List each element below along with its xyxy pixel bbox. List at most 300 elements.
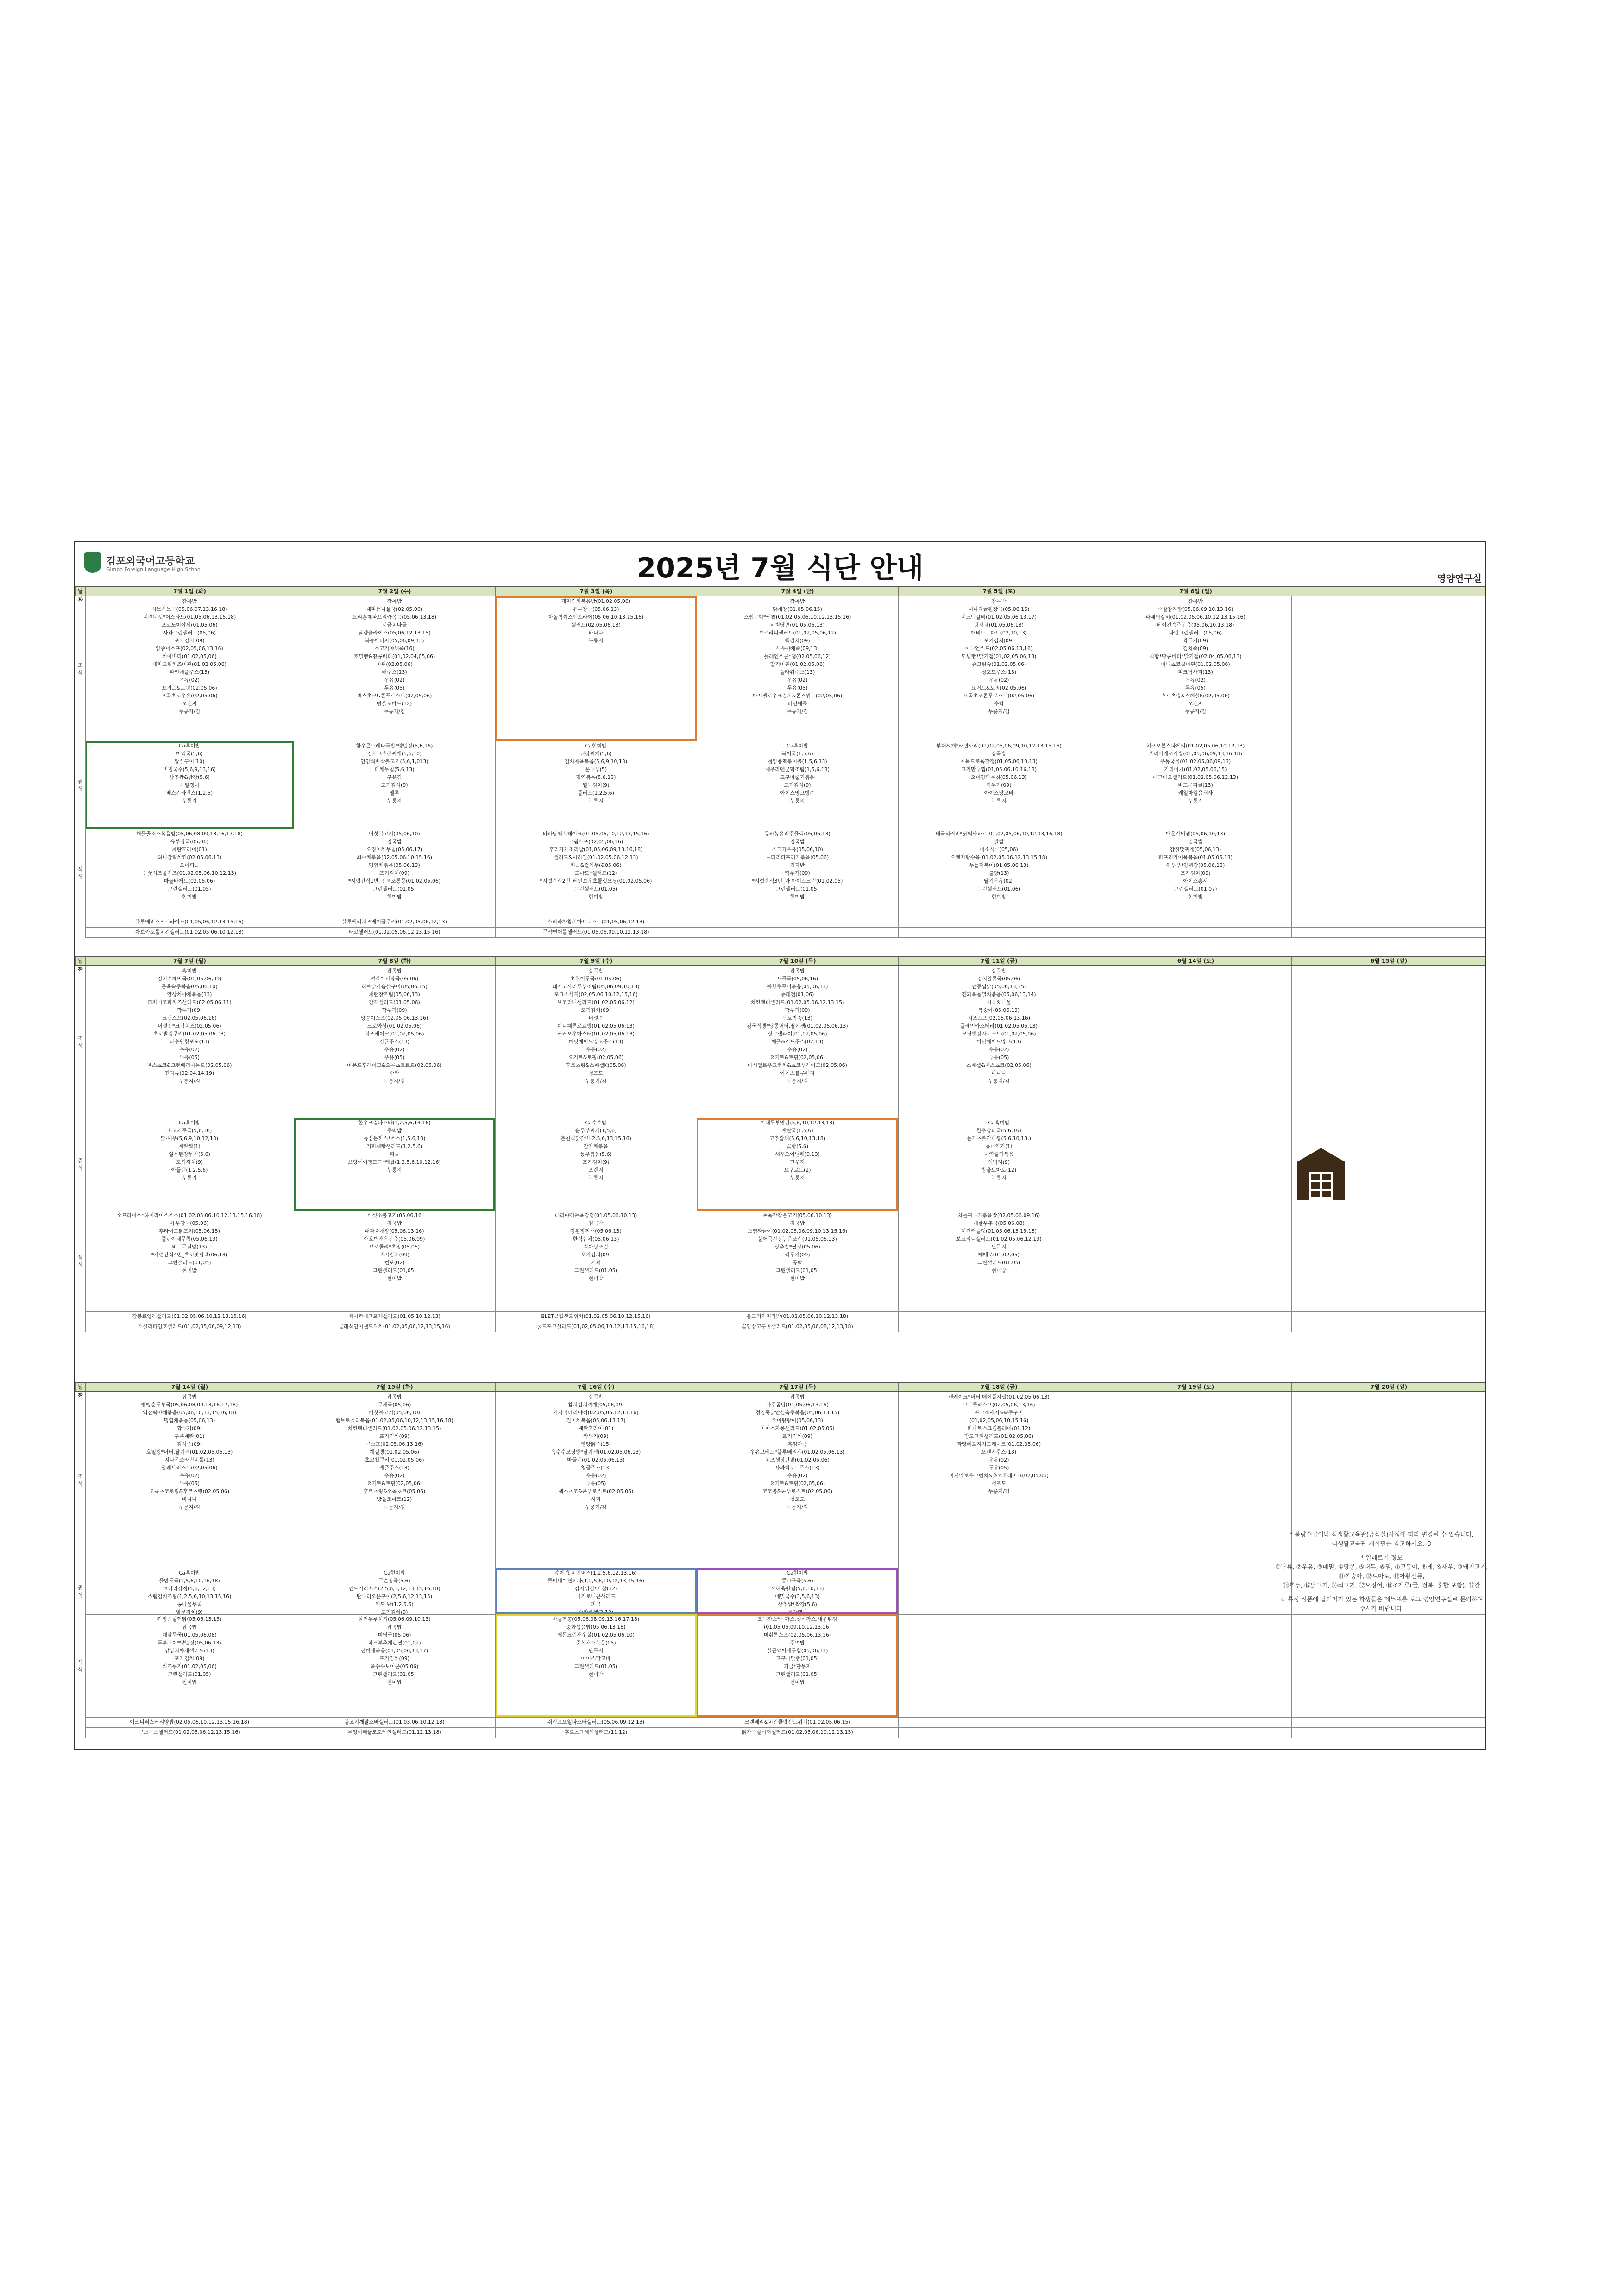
menu-item: 우유(02) [585,1473,606,1479]
menu-item: 콘스프(02,05,06,13,16) [365,1441,423,1447]
menu-item: 어니언스프(02,05,06,13,16) [965,646,1033,652]
menu-item: 치킨텐더샐러드(01,02,05,06,12,13,15) [347,1425,441,1431]
menu-item: 오이양파무침(05,06,13) [970,774,1027,780]
menu-cell [85,829,294,917]
menu-cell [294,1568,495,1614]
menu-item: 버섯잔*크림치즈(02,05,06) [157,1023,221,1029]
menu-item: 인도커리소스(2,5,6,1,12,13,15,16,18) [348,1586,440,1592]
menu-item: *시럽간식1번_진녀조롱뭉(01,02,05,06) [348,878,441,884]
menu-item: 호밀빵*버터,딸기잼(01,02,05,06,13) [146,1449,233,1455]
menu-item: 비빔국수(5,6,9,13,16) [163,766,216,772]
salad-cell [85,1717,294,1727]
menu-sheet [74,541,1486,1750]
menu-item: 차돌짜두기볶음밥(02,05,06,09,16) [957,1212,1040,1218]
menu-item: 누룽지/김 [988,1488,1010,1494]
menu-item: 잡곡밥 [991,751,1007,757]
menu-item: 복숭아피자(05,06,09,13) [365,638,424,644]
menu-item: 모닝빵감자토스트(01,02,05,06) [962,1031,1036,1037]
menu-item: 시나몬쏘라빈치롤(13) [164,1457,214,1463]
menu-item: 차돌짬뽕(05,06,08,09,13,16,17,18) [552,1616,640,1622]
salad-item: 푸실리파임호샐러드(01,02,05,06,09,12,13) [138,1324,241,1330]
menu-item: 케일마일음채사 [1178,790,1213,796]
menu-cell [697,596,898,741]
menu-item: 미역국(05,06) [377,1632,411,1638]
menu-item: 버섯소불고기(05,06,16 [367,1212,422,1218]
menu-item: 포기김치(09) [174,1656,205,1662]
menu-item: 누룽지/김 [178,1504,201,1510]
salad-cell [898,1717,1100,1727]
menu-item: 현미밥 [588,1275,604,1281]
menu-item: 흑임자죽 [787,1441,807,1447]
salad-cell [294,1717,495,1727]
menu-item: 버섯불고기(05,06,10) [369,831,420,837]
menu-item: 누룽지/김 [786,1078,808,1084]
menu-item: 콜비네이션피자(1,2,5,6,10,12,13,15,16) [547,1578,644,1584]
menu-item: 게살부추국(05,06,08) [973,1220,1025,1226]
menu-item: 마늘바게트(02,05,06) [164,878,215,884]
menu-item: 가라아게(01,02,05,06,15) [1164,766,1227,772]
menu-item: 김치제육볶음(5,6,9,10,13) [564,759,628,765]
column-divider [495,1392,496,1738]
menu-cell [294,1118,495,1211]
menu-item: 피클*단무지 [784,1663,811,1669]
menu-item: 된장찌개(5,6) [580,751,612,757]
menu-item: 공락 [792,1260,803,1266]
menu-cell [697,1211,898,1311]
menu-item: 무말랭이 [179,782,200,788]
menu-item: 느타리파프리카볶음(05,06) [766,854,829,860]
menu-item: 애플&거트주스(02,13) [771,1039,824,1045]
menu-item: 누룽지/김 [786,709,808,715]
menu-item: 상그램파이(01,02,05,06) [767,1031,827,1037]
column-divider [85,1392,86,1738]
meal-label: 조식 [75,966,85,1118]
menu-item: 누룽지/김 [384,709,405,715]
menu-item: 양상치야채샐러드(13) [164,1648,214,1654]
menu-item: 파인애플 [787,701,807,707]
menu-item: 바나나 [588,630,604,636]
menu-item: 딸기우유(02) [983,878,1014,884]
menu-item: 온두부(5) [585,766,607,772]
menu-item: 유부장국(05,06,13) [572,606,619,612]
menu-cell [495,1614,697,1717]
menu-cell [697,1568,898,1614]
menu-item: 돈가츠볼갈비찜(5,6,10,13,) [967,1135,1031,1142]
menu-item: 피클 [591,1601,601,1607]
salad-cell [898,917,1100,927]
menu-item: 매운갈비찜(05,06,10,13) [1165,831,1226,837]
menu-item: 누룽지 [387,798,402,804]
salad-item: 쿠스쿠스샐러드(01,02,05,06,12,13,15,16) [138,1729,240,1735]
menu-item: 깍두기(09) [1183,638,1208,644]
menu-item: 우유(02) [787,1047,808,1053]
menu-item: 누룽지/김 [384,1078,405,1084]
menu-cell [1291,1614,1486,1717]
menu-cell [1100,1118,1291,1211]
meal-label: 조식 [75,596,85,741]
salad-cell [495,1322,697,1332]
salad-cell [85,1311,294,1322]
menu-item: 오렌지 [1188,701,1203,707]
menu-item: 김치수제비국(01,05,06,09) [157,976,222,982]
menu-item: 크림스프(02,05,06,16) [568,839,623,845]
menu-item: 브로콜리스프(02,05,06,13,16) [962,1402,1035,1408]
salad-cell [1100,1311,1291,1322]
menu-cell [1100,966,1291,1118]
menu-item: 대파돈나물국(02,05,06) [366,606,423,612]
menu-item: 부대찌개*라면사리(01,02,05,06,09,10,12,13,15,16) [936,743,1062,749]
menu-item: 스페셜&첵스초코(02,05,06) [966,1062,1032,1068]
menu-item: 마시멜로우크런치&초코푸레이크(02,05,06) [748,1062,847,1068]
salad-cell [1100,927,1291,937]
menu-item: 진미채볶음(05,06,13,17) [566,1418,626,1424]
menu-cell [1100,829,1291,917]
menu-item: 두유(05) [988,1465,1009,1471]
menu-item: 계란후라이(01) [172,847,207,853]
menu-item: 청글주스(13) [580,1465,611,1471]
menu-item: 김치고추장찌개(5,6,10) [367,751,422,757]
salad-cell [1291,1322,1486,1332]
meal-label: 중식 [75,1568,85,1614]
menu-item: 버섯죽 [588,1015,604,1021]
menu-item: 애비드토마토(02,10,13) [970,630,1027,636]
menu-item: 코코볼&콘푸로스트(02,05,06) [762,1488,833,1494]
menu-item: 잡곡밥 [387,598,402,604]
column-label: 날짜 [75,1383,85,1391]
day-header: 7월 6일 (일) [1100,587,1291,596]
menu-item: 오렌지주스(13) [981,1449,1017,1455]
salad-cell [85,1322,294,1332]
menu-item: 김국밥 [790,839,805,845]
menu-item: 시금치나물 [382,622,407,628]
menu-item: 청포도주스(13) [981,669,1017,675]
menu-item: 잡곡밥 [790,598,805,604]
salad-item: 쉬림프오일파스타샐러드(05,06,09,12,13) [547,1719,645,1725]
menu-item: 불어묵간장볶음조림(01,05,06,13) [758,1236,837,1242]
menu-item: 타파탕떡스테이크(01,05,06,10,12,13,15,16) [542,831,649,837]
meal-label: 석식 [75,1211,85,1311]
menu-item: 방울토마토(12) [377,701,412,707]
menu-item: 깍두기(09) [176,1425,202,1431]
menu-item: 감귤주스(13) [379,1039,410,1045]
salad-item: 블루베리스위트라이스(01,05,06,12,13,15,16) [135,919,244,925]
day-header: 7월 2일 (수) [294,587,495,596]
menu-item: 강된장찌개(05,06,13) [570,1228,622,1234]
menu-item: 계절빵(01,02,05,06) [370,1449,419,1455]
menu-item: 그린샐러드(01,05) [574,886,618,892]
menu-item: 현미밥 [182,894,197,900]
menu-item: 백김치(09) [785,638,810,644]
menu-item: 갈아탕조림 [583,1244,609,1250]
menu-item: 파프리카어묵볶음(01,05,06,13) [1158,854,1233,860]
day-header: 7월 10일 (목) [697,957,898,965]
menu-item: 포크소세지&숙주구이 [975,1410,1023,1416]
menu-item: 누룽지/김 [585,1504,607,1510]
menu-item: 망고그린샐러드(01,02,05,06) [964,1433,1034,1439]
menu-item: 수제 핫치킨버거(1,2,5,6,12,13,16) [554,1570,637,1576]
menu-item: 사과빅토트주스(13) [775,1465,820,1471]
menu-item: 우유(02) [988,677,1009,683]
menu-item: 계란찜(1) [178,1143,201,1149]
menu-item: 배주스(13) [382,669,407,675]
menu-item: 포기김치(09) [174,638,205,644]
menu-item: 현미밥 [182,1679,197,1685]
menu-item: 그린샐러드(01,05) [168,1671,211,1677]
day-header: 7월 19일 (토) [1100,1383,1291,1391]
menu-cell [898,741,1100,829]
menu-item: 상추쌈*쌈장(05,06) [774,1244,820,1250]
menu-cell [697,829,898,917]
menu-item: 컨보(02) [384,1260,405,1266]
menu-item: 미니초코칩머핀(01,02,05,06) [1161,661,1230,667]
menu-item: 계란국(1,5,6) [781,1128,813,1134]
menu-item: 쌀밥 [994,839,1004,845]
menu-item: 초코칩쿠키(01,02,05,06) [365,1457,424,1463]
menu-item: 그린샐러드(01,05) [372,1671,416,1677]
menu-item: 구운계란(01) [174,1433,205,1439]
salad-item: 불고기와퍼라밥(01,02,05,06,10,12,13,18) [746,1313,849,1319]
menu-cell [495,1118,697,1211]
school-name: 김포외국어고등학교 [106,556,195,567]
menu-item: 치즈오븐스파게티(01,02,05,06,10,12,13) [1146,743,1245,749]
menu-item: 우유(02) [384,677,405,683]
menu-item: 요거트&토핑(02,05,06) [971,685,1027,691]
menu-item: 양송이스프(02,05,06,13,16) [156,646,223,652]
menu-item: 우유(02) [988,1457,1009,1463]
menu-item: 누룽지 [1188,798,1203,804]
menu-item: 옥수수모닝빵*딸기잼(01,02,05,06,13) [551,1449,641,1455]
menu-item: 방울토마토(12) [377,1496,412,1502]
menu-item: 진미채볶음(01,05,06,13,17) [360,1648,428,1654]
menu-item: 우유(02) [384,1473,405,1479]
menu-item: 포기김치(09) [1180,870,1211,876]
menu-item: 사과 [591,1496,601,1502]
school-name-en: Gimpo Foreign Language High School [106,566,202,572]
menu-item: 불량(13) [988,870,1009,876]
menu-item: 열무김치(9) [582,782,610,788]
menu-item: 후리가케조리밥(01,05,06,09,13,16,18) [549,847,643,853]
menu-item: 멜론 [389,790,400,796]
menu-item: 감칠맛찌개(05,06,13) [1170,847,1221,853]
menu-item: 가자미데리야끼(02,05,06,12,13,16) [553,1410,639,1416]
menu-item: 잡곡밥 [1188,598,1203,604]
menu-item: 두부구이*양념장(05,06,13) [157,1640,221,1646]
menu-item: 얼무된장무침(5,6) [169,1151,210,1157]
menu-item: 누룽지 [182,798,197,804]
menu-item: 예주라멘군덕조림(1,5,6,13) [765,766,830,772]
menu-item: 연두부*양념장(05,06,13) [1166,862,1225,868]
meal-label: 석식 [75,1614,85,1717]
column-label: 날짜 [75,957,85,965]
menu-item: 오렌지탕수육(01,02,05,06,12,13,15,18) [950,854,1047,860]
menu-item: 오곡초코로링&후르츠링(02,05,06) [149,1488,230,1494]
menu-item: 플레인스콘*잼(02,05,06,12) [764,653,831,659]
menu-item: 현미밥 [588,894,604,900]
menu-item: 오곡초코우유(02,05,06) [161,693,218,699]
menu-item: 야채두부맑탕(5,6,10,12,13,18) [760,1120,835,1126]
menu-item: 초원이두국(01,05,06) [570,976,622,982]
menu-item: Ca흑미밥 [988,1120,1010,1126]
salad-cell [697,1727,898,1738]
menu-cell [697,1614,898,1717]
menu-item: 커피제빵샐러드(1,2,5,6) [366,1143,423,1149]
salad-cell [697,1717,898,1727]
menu-item: 양송이스프(02,05,06,13,16) [360,1015,428,1021]
menu-item: 동파농유리주물럭(05,06,13) [764,831,830,837]
salad-cell [898,1311,1100,1322]
menu-item: 대파크림치즈머핀(01,02,05,06) [152,661,227,667]
menu-item: 고추잡채(5,6,10,13,18) [769,1135,826,1142]
menu-item: 아이스자몽샐러드(01,02,05,06) [760,1425,835,1431]
menu-item: 눈꽃치즈롤치즈(01,02,05,06,10,12,13) [143,870,236,876]
menu-item: 포기김치(09) [580,1007,611,1013]
menu-item: 그린샐러드(01,05) [574,1663,618,1669]
menu-item: 그린샐러드(01,05) [372,886,416,892]
department-label: 영양연구실 [1437,573,1482,584]
menu-item: 현미밥 [387,1275,402,1281]
menu-item: 계란후라이(01) [578,1425,614,1431]
menu-item: 우유(02) [179,1047,200,1053]
menu-item: Ca흑미밥 [178,1120,201,1126]
menu-item: 새우야채죽(09,13) [775,646,819,652]
menu-item: 누룽지/김 [1184,709,1207,715]
menu-item: 파인애플주스(13) [169,669,210,675]
menu-item: 동미얌가(1) [985,1143,1013,1149]
menu-item: 누룽지 [588,1175,604,1181]
menu-item: 치즈떡갈비(01,02,05,06,13,17) [961,614,1037,620]
salad-cell [1291,1727,1486,1738]
menu-item: 그린샐러드(01,05) [574,1267,618,1273]
menu-cell [1291,1211,1486,1311]
salad-cell [1100,1322,1291,1332]
menu-item: 북어국(1,5,6) [781,751,813,757]
menu-item: 과망베르지치트케이크(01,02,05,06) [956,1441,1041,1447]
menu-item: 그린샐러드(01,06) [977,886,1021,892]
menu-item: 영양닭죽(15) [580,1441,611,1447]
salad-cell [1100,1727,1291,1738]
menu-cell [697,966,898,1118]
menu-item: 깍두기(09) [785,870,810,876]
menu-item: 코다리강정(5,6,12,13) [163,1586,216,1592]
menu-item: 상추쌈&쌈장(5,6) [169,774,210,780]
menu-item: 누룽지/김 [988,1078,1010,1084]
menu-item: 시금치나물 [986,999,1012,1005]
menu-item: 샐러드(02,05,06,13) [571,622,621,628]
salad-cell [85,917,294,927]
salad-cell [294,1727,495,1738]
menu-item: 우유(02) [787,1473,808,1479]
menu-item: 우유(02) [1185,677,1206,683]
menu-item: 태국식커리*닭떡바타르(01,02,05,06,10,12,13,16,18) [935,831,1063,837]
menu-item: 우유브레드*블루베리잼(01,02,05,06,13) [750,1449,845,1455]
note-line: * 불량수급이나 식생활교육관(급식실)사정에 따라 변경될 수 있습니다. [1290,1531,1474,1538]
menu-item: 포기김치(09) [983,638,1014,644]
salad-item: BLET클럽샌드위치(01,02,05,06,10,12,15,16) [541,1313,651,1319]
menu-item: 누룽지 [182,1175,197,1181]
menu-item: 후르츠링&스페셜K(02,05,06) [1161,693,1230,699]
day-header: 7월 15일 (화) [294,1383,495,1391]
menu-item: 미역국(5,6) [176,751,203,757]
menu-item: 플레인카스테라(01,02,05,06,13) [960,1023,1038,1029]
menu-item: 동부볶음(5,6) [580,1151,612,1157]
menu-item: 포기김치(09) [782,1433,813,1439]
menu-item: 현미밥 [790,1275,805,1281]
menu-item: 새해육원찜(5,6,10,13) [771,1586,824,1592]
sheet-header [75,542,1485,586]
menu-cell [85,596,294,741]
menu-item: 잡곡밥 [991,598,1007,604]
menu-item: 잡곡밥 [182,1394,197,1400]
menu-item: 크림스프(02,05,06,16) [162,1015,217,1021]
day-header: 7월 8일 (화) [294,957,495,965]
menu-item: 현미밥 [1188,894,1203,900]
menu-item: 누룽지 [991,1175,1007,1181]
salad-item: 꽃양상고구마샐러드(01,02,05,06,08,12,13,18) [742,1324,853,1330]
menu-item: 그린샐러드(01,05) [168,886,211,892]
salad-cell [697,917,898,927]
menu-item: 수박화채(2,13) [578,1609,614,1614]
menu-item: Ca수수밥 [585,1120,607,1126]
menu-item: 현미밥 [182,1267,197,1273]
menu-item: 잡곡밥 [790,1394,805,1400]
menu-item: 김국밥 [790,1220,805,1226]
menu-cell [294,741,495,829]
menu-item: 미니패륜로르빵(01,02,05,06,13) [557,1023,635,1029]
menu-item: 사브사브국(05,06,07,13,16,18) [151,606,227,612]
menu-item: 플린야채무침(05,06,13) [161,1236,218,1242]
salad-cell [1100,917,1291,927]
menu-item: 물만두국(1,5,6,10,16,18) [159,1578,220,1584]
menu-item: 오코노미야끼(01,05,06) [161,622,218,628]
page-title: 2025년 7월 식단 안내 [636,552,924,584]
menu-item: 두유(05) [179,1054,200,1060]
menu-item: 사골국(05,06,16) [776,976,818,982]
menu-item: 딸기머핀(01,02,05,06) [770,661,825,667]
menu-item: 열무김치(9) [176,1609,203,1614]
menu-item: *시럽간식3번_와 아이스크림(01,02,05) [752,878,843,884]
menu-item: 비트무절임(13) [172,1244,207,1250]
note-line: ☆ 특정 식품에 알러지가 있는 학생들은 메뉴표를 보고 영양연구실로 문의하여 [1280,1596,1484,1603]
menu-item: 치즈부추계란찜(01,02) [368,1640,421,1646]
menu-item: 고구마맛빵(01,05) [775,1656,819,1662]
menu-item: 깍두기(09) [176,1007,202,1013]
salad-item: 후르츠그레인샐러드(11,12) [564,1729,628,1735]
menu-item: 파채무침(5,6,13) [374,766,415,772]
menu-item: 애호박새우볶음(05,06,09) [364,1236,425,1242]
menu-item: 누룽지/김 [178,1078,201,1084]
menu-item: 누룽지/김 [384,1504,405,1510]
menu-item: 슈크림슈(01,02,05,06) [971,661,1026,667]
menu-item: 베스킨라빈스(1,2,5) [166,790,213,796]
salad-item: 글래식연어샌드위치(01,02,05,06,12,13,15,16) [339,1324,450,1330]
menu-item: 누룽지 [588,638,604,644]
menu-item: 치즈쿠키(01,02,05,06) [162,1663,217,1669]
menu-cell [1100,741,1291,829]
column-divider [495,966,496,1332]
menu-item: 포기김치(09) [379,1656,410,1662]
menu-item: 스팸짜글이(01,02,05,06,09,10,13,15,16) [747,1228,848,1234]
menu-item: 누들떡볶이(01,05,06,13) [969,862,1029,868]
salad-cell [294,917,495,927]
menu-item: 명엽볶음(5,6,13) [576,774,616,780]
menu-item: 치즈케이크(01,02,05,06) [365,1031,424,1037]
menu-item: 치즈생장단팥(01,02,05,06) [765,1457,830,1463]
column-divider [495,596,496,937]
menu-item: Ca현미밥 [384,1570,405,1576]
menu-item: 불향주꾸미볶음(05,06,13) [767,984,828,990]
menu-item: 브랑에이징도그*케찹(1,2,5,6,10,12,16) [348,1159,441,1165]
menu-cell [898,596,1100,741]
